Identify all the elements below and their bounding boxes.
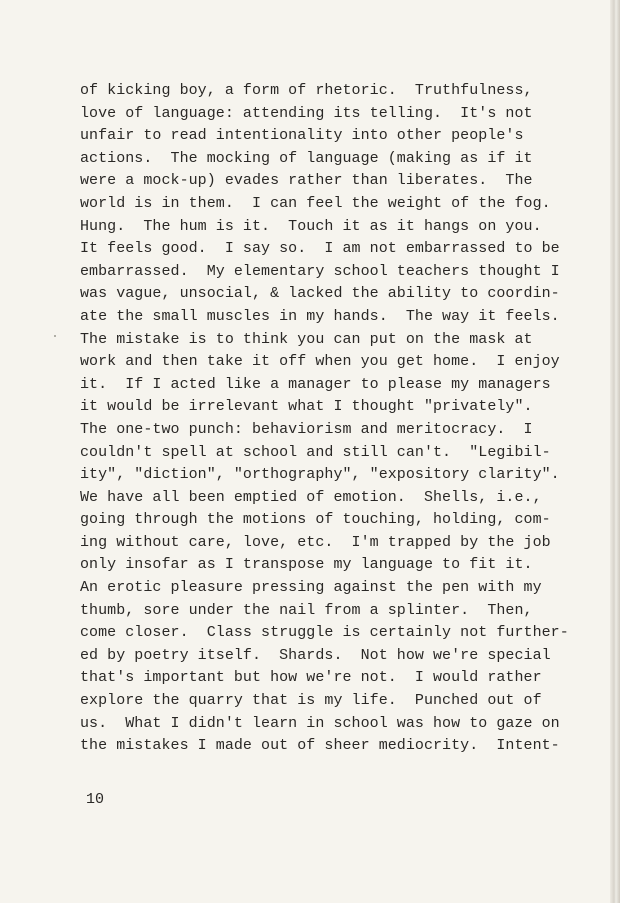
text-line: An erotic pleasure pressing against the pen with my: [80, 579, 542, 597]
text-line: come closer. Class struggle is certainly not further-: [80, 624, 569, 642]
text-line: it would be irrelevant what I thought "privately".: [80, 398, 533, 416]
text-line: us. What I didn't learn in school was how to gaze on: [80, 714, 560, 732]
text-line: The mistake is to think you can put on the mask at: [80, 330, 533, 348]
text-line: embarrassed. My elementary school teachers thought I: [80, 262, 560, 280]
text-line: ed by poetry itself. Shards. Not how we're special: [80, 646, 551, 664]
text-line: was vague, unsocial, & lacked the ability to coordin-: [80, 285, 560, 303]
text-line: thumb, sore under the nail from a splinter. Then,: [80, 601, 533, 619]
text-line: that's important but how we're not. I would rather: [80, 669, 542, 687]
text-line: love of language: attending its telling. It's not: [80, 104, 533, 122]
text-line: ing without care, love, etc. I'm trapped by the job: [80, 533, 551, 551]
text-line: ity", "diction", "orthography", "expository clarity".: [80, 466, 560, 484]
text-line: explore the quarry that is my life. Punched out of: [80, 692, 542, 710]
text-line: actions. The mocking of language (making as if it: [80, 149, 533, 167]
text-line: going through the motions of touching, holding, com-: [80, 511, 551, 529]
text-line: unfair to read intentionality into other people's: [80, 127, 524, 145]
page-stack-edge: [610, 0, 620, 903]
ink-speck: [54, 335, 56, 337]
text-line: of kicking boy, a form of rhetoric. Truthfulness,: [80, 82, 533, 99]
text-line: world is in them. I can feel the weight of the fog.: [80, 194, 551, 212]
text-line: couldn't spell at school and still can't. "Legibil-: [80, 443, 551, 461]
text-line: only insofar as I transpose my language to fit it.: [80, 556, 533, 574]
text-line: the mistakes I made out of sheer mediocrity. Intent-: [80, 737, 560, 755]
text-line: work and then take it off when you get home. I enjoy: [80, 353, 560, 371]
text-line: We have all been emptied of emotion. Shells, i.e.,: [80, 488, 542, 506]
body-text: [80, 80, 580, 758]
text-line: Hung. The hum is it. Touch it as it hangs on you.: [80, 217, 542, 235]
text-line: The one-two punch: behaviorism and meritocracy. I: [80, 420, 533, 438]
text-line: were a mock-up) evades rather than liberates. The: [80, 172, 533, 190]
text-line: It feels good. I say so. I am not embarrassed to be: [80, 240, 560, 258]
text-line: it. If I acted like a manager to please my managers: [80, 375, 551, 393]
page-number: 10: [86, 791, 105, 808]
text-line: ate the small muscles in my hands. The way it feels.: [80, 307, 560, 325]
